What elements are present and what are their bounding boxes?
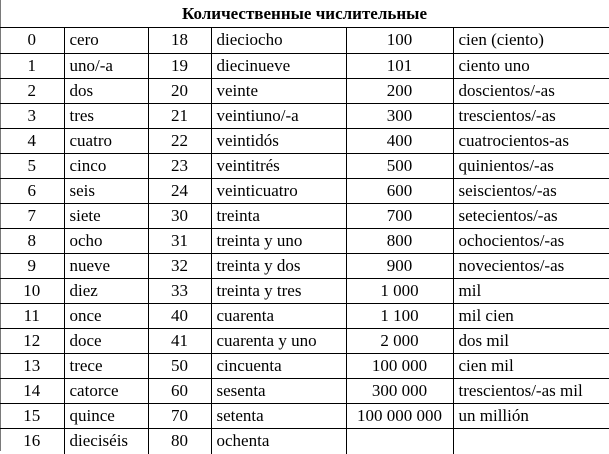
number-cell: 60	[148, 378, 211, 403]
number-cell: 3	[0, 103, 64, 128]
number-cell: 800	[346, 228, 453, 253]
table-row	[0, 178, 609, 203]
table-row	[0, 328, 609, 353]
word-cell: once	[64, 303, 148, 328]
table-row	[0, 403, 609, 428]
number-cell: 1 000	[346, 278, 453, 303]
word-cell: trece	[64, 353, 148, 378]
number-cell: 200	[346, 78, 453, 103]
word-cell: ochenta	[211, 428, 346, 454]
number-cell: 500	[346, 153, 453, 178]
number-cell: 600	[346, 178, 453, 203]
word-cell: diecinueve	[211, 53, 346, 78]
table-row	[0, 28, 609, 53]
number-cell: 21	[148, 103, 211, 128]
table-row	[0, 353, 609, 378]
word-cell: veintidós	[211, 128, 346, 153]
number-cell: 300 000	[346, 378, 453, 403]
number-cell: 14	[0, 378, 64, 403]
numerals-table	[0, 28, 609, 454]
word-cell: treinta y uno	[211, 228, 346, 253]
number-cell: 1	[0, 53, 64, 78]
table-row	[0, 303, 609, 328]
word-cell: quinientos/-as	[453, 153, 609, 178]
number-cell: 41	[148, 328, 211, 353]
word-cell: dos mil	[453, 328, 609, 353]
number-cell: 16	[0, 428, 64, 454]
table-row	[0, 153, 609, 178]
word-cell: treinta y tres	[211, 278, 346, 303]
number-cell: 8	[0, 228, 64, 253]
number-cell: 80	[148, 428, 211, 454]
word-cell: mil	[453, 278, 609, 303]
number-cell	[346, 428, 453, 454]
number-cell: 15	[0, 403, 64, 428]
word-cell: novecientos/-as	[453, 253, 609, 278]
number-cell: 32	[148, 253, 211, 278]
table-row	[0, 78, 609, 103]
word-cell: uno/-a	[64, 53, 148, 78]
numerals-table-body	[0, 28, 609, 454]
table-row	[0, 128, 609, 153]
table-row	[0, 428, 609, 454]
word-cell: cuarenta y uno	[211, 328, 346, 353]
table-row	[0, 103, 609, 128]
table-row	[0, 203, 609, 228]
number-cell: 18	[148, 28, 211, 53]
table-row	[0, 253, 609, 278]
word-cell: treinta	[211, 203, 346, 228]
word-cell: ciento uno	[453, 53, 609, 78]
number-cell: 6	[0, 178, 64, 203]
word-cell: cuatro	[64, 128, 148, 153]
word-cell: mil cien	[453, 303, 609, 328]
number-cell: 5	[0, 153, 64, 178]
word-cell: catorce	[64, 378, 148, 403]
table-row	[0, 228, 609, 253]
number-cell: 23	[148, 153, 211, 178]
number-cell: 10	[0, 278, 64, 303]
number-cell: 0	[0, 28, 64, 53]
number-cell: 7	[0, 203, 64, 228]
number-cell: 700	[346, 203, 453, 228]
word-cell: seis	[64, 178, 148, 203]
number-cell: 20	[148, 78, 211, 103]
number-cell: 13	[0, 353, 64, 378]
word-cell: nueve	[64, 253, 148, 278]
number-cell: 101	[346, 53, 453, 78]
word-cell: tres	[64, 103, 148, 128]
word-cell: cien mil	[453, 353, 609, 378]
word-cell: veintitrés	[211, 153, 346, 178]
word-cell: cuatrocientos-as	[453, 128, 609, 153]
word-cell: trescientos/-as mil	[453, 378, 609, 403]
word-cell: treinta y dos	[211, 253, 346, 278]
word-cell: dos	[64, 78, 148, 103]
number-cell: 4	[0, 128, 64, 153]
number-cell: 31	[148, 228, 211, 253]
number-cell: 40	[148, 303, 211, 328]
word-cell: dieciocho	[211, 28, 346, 53]
word-cell: cinco	[64, 153, 148, 178]
word-cell: setenta	[211, 403, 346, 428]
number-cell: 300	[346, 103, 453, 128]
word-cell: doce	[64, 328, 148, 353]
word-cell: sesenta	[211, 378, 346, 403]
word-cell: diez	[64, 278, 148, 303]
number-cell: 100	[346, 28, 453, 53]
number-cell: 100 000	[346, 353, 453, 378]
number-cell: 400	[346, 128, 453, 153]
number-cell: 19	[148, 53, 211, 78]
word-cell: dieciséis	[64, 428, 148, 454]
word-cell: setecientos/-as	[453, 203, 609, 228]
number-cell: 33	[148, 278, 211, 303]
word-cell: trescientos/-as	[453, 103, 609, 128]
number-cell: 50	[148, 353, 211, 378]
word-cell: veintiuno/-a	[211, 103, 346, 128]
table-title: Количественные числительные	[0, 0, 609, 28]
word-cell: veinticuatro	[211, 178, 346, 203]
table-row	[0, 53, 609, 78]
number-cell: 11	[0, 303, 64, 328]
word-cell: ochocientos/-as	[453, 228, 609, 253]
word-cell: cincuenta	[211, 353, 346, 378]
number-cell: 12	[0, 328, 64, 353]
number-cell: 1 100	[346, 303, 453, 328]
word-cell: siete	[64, 203, 148, 228]
table-row	[0, 278, 609, 303]
word-cell: cuarenta	[211, 303, 346, 328]
word-cell	[453, 428, 609, 454]
word-cell: ocho	[64, 228, 148, 253]
table-row	[0, 378, 609, 403]
word-cell: quince	[64, 403, 148, 428]
number-cell: 22	[148, 128, 211, 153]
number-cell: 9	[0, 253, 64, 278]
number-cell: 100 000 000	[346, 403, 453, 428]
word-cell: cien (ciento)	[453, 28, 609, 53]
number-cell: 2	[0, 78, 64, 103]
number-cell: 900	[346, 253, 453, 278]
number-cell: 2 000	[346, 328, 453, 353]
word-cell: cero	[64, 28, 148, 53]
word-cell: seiscientos/-as	[453, 178, 609, 203]
word-cell: doscientos/-as	[453, 78, 609, 103]
number-cell: 24	[148, 178, 211, 203]
word-cell: veinte	[211, 78, 346, 103]
number-cell: 30	[148, 203, 211, 228]
number-cell: 70	[148, 403, 211, 428]
word-cell: un millión	[453, 403, 609, 428]
